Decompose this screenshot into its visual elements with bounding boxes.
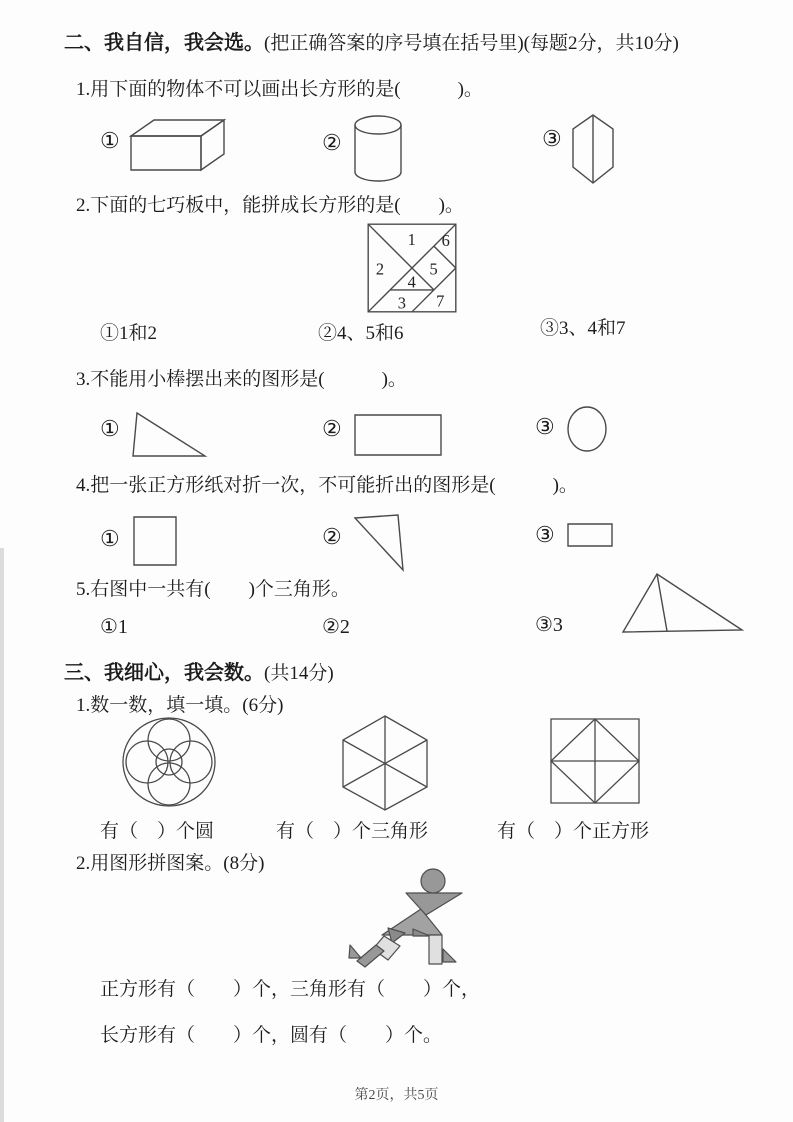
q4-option3-marker: ③	[535, 522, 555, 547]
tangram-label-3: 3	[397, 293, 406, 313]
s3q2-line2: 长方形有（ ）个，圆有（ ）个。	[100, 1025, 443, 1046]
q1-option2-marker: ②	[322, 130, 342, 155]
q2-option2: ②4、5和6	[318, 323, 404, 344]
section2-heading	[64, 26, 679, 55]
circle-figure	[565, 404, 609, 454]
tangram-label-4: 4	[407, 272, 416, 292]
section3-title: 三、我细心，我会数。	[64, 662, 264, 684]
s3q2-line1: 正方形有（ ）个，三角形有（ ）个，	[100, 979, 481, 1000]
tangram-person-figure	[345, 868, 505, 968]
section3-heading	[64, 656, 334, 685]
s3q1-text: 1.数一数，填一填。(6分)	[76, 695, 284, 716]
hexagon-triangles-figure	[338, 713, 432, 813]
cylinder-figure	[352, 114, 404, 184]
q5-option1: ①1	[100, 616, 128, 638]
count-squares-blank: 有（ ）个正方形	[497, 821, 650, 842]
tangram-label-1: 1	[407, 230, 416, 249]
folded-triangle-figure	[352, 512, 408, 574]
q1-option1-marker: ①	[100, 128, 120, 153]
square-diamond-figure	[548, 716, 643, 806]
section2-title: 二、我自信，我会选。	[64, 32, 264, 54]
tangram-label-6: 6	[441, 231, 450, 251]
q4-option1-marker: ①	[100, 526, 120, 551]
right-triangle-figure	[130, 410, 208, 460]
q4-option2-marker: ②	[322, 524, 342, 549]
cuboid-figure	[128, 116, 228, 174]
nested-circles-figure	[120, 715, 218, 809]
q2-option3: ③3、4和7	[540, 318, 626, 339]
q2-text: 2.下面的七巧板中，能拼成长方形的是( )。	[76, 195, 464, 216]
tangram-figure	[366, 222, 458, 314]
q3-option2-marker: ②	[322, 416, 342, 441]
triangular-prism-figure	[570, 112, 616, 186]
tangram-label-5: 5	[429, 259, 438, 279]
small-rectangle-figure	[565, 521, 615, 549]
q1-text: 1.用下面的物体不可以画出长方形的是( )。	[76, 79, 483, 100]
section2-note: (把正确答案的序号填在括号里)(每题2分，共10分)	[264, 33, 679, 54]
q3-option3-marker: ③	[535, 414, 555, 439]
tangram-label-2: 2	[375, 259, 385, 279]
tangram-label-7: 7	[436, 291, 445, 311]
q1-option3-marker: ③	[542, 126, 562, 151]
s3q2-text: 2.用图形拼图案。(8分)	[76, 853, 265, 874]
rectangle-figure	[352, 412, 444, 458]
q2-option1: ①1和2	[100, 323, 158, 344]
count-triangles-blank: 有（ ）个三角形	[276, 821, 429, 842]
q5-option2: ②2	[322, 616, 350, 638]
q5-option3: ③3	[535, 614, 563, 636]
triangle-count-figure	[618, 570, 748, 638]
q3-option1-marker: ①	[100, 416, 120, 441]
scan-edge-artifact	[0, 548, 4, 1122]
count-circles-blank: 有（ ）个圆	[100, 821, 215, 842]
section3-note: (共14分)	[264, 663, 334, 684]
q4-text: 4.把一张正方形纸对折一次，不可能折出的图形是( )。	[76, 475, 578, 496]
q3-text: 3.不能用小棒摆出来的图形是( )。	[76, 369, 407, 390]
page-footer: 第2页，共5页	[354, 1088, 439, 1103]
square-figure	[131, 514, 179, 568]
q5-text: 5.右图中一共有( )个三角形。	[76, 579, 350, 600]
